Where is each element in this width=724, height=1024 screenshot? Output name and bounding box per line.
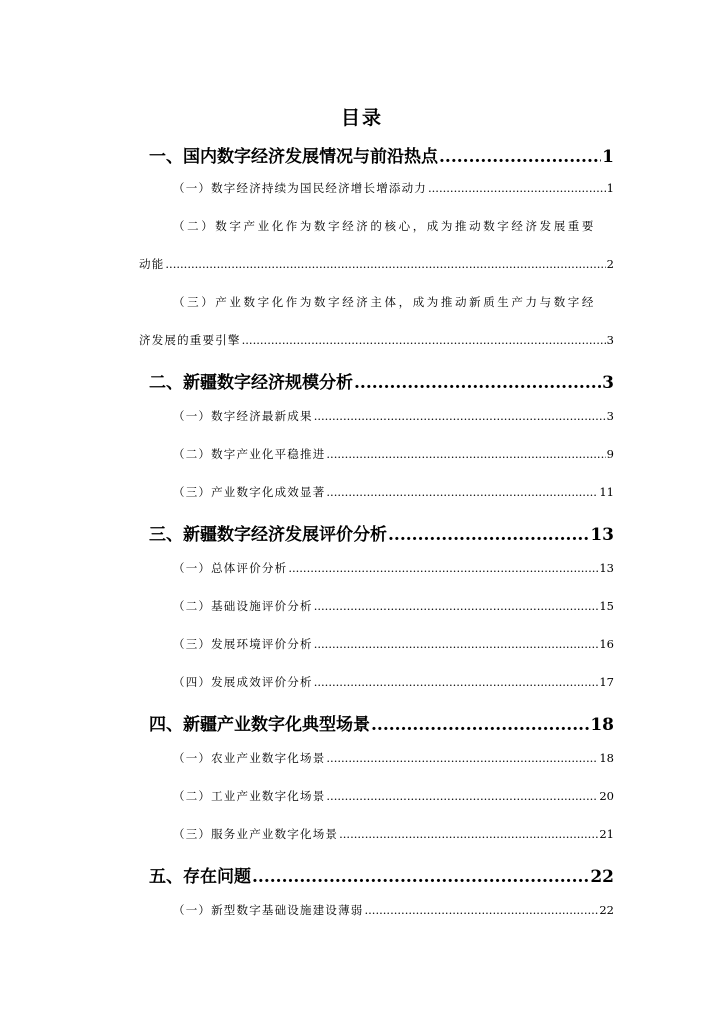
dot-leader [326,751,598,765]
toc-entry-label: （二）数字产业化平稳推进 [173,447,326,461]
toc-entry-1-3[interactable] [173,294,614,310]
toc-heading-2[interactable] [149,368,614,393]
toc-heading-label: 四、新疆产业数字化典型场景 [149,715,370,735]
toc-heading-label: 三、新疆数字经济发展评价分析 [149,525,387,545]
page-title: 目录 [340,107,383,129]
toc-page-number: 2 [606,257,614,271]
toc-page-number: 17 [599,675,614,689]
dot-leader [365,903,599,917]
toc-page-number: 3 [602,373,614,393]
toc-entry-label: （一）农业产业数字化场景 [173,751,326,765]
dot-leader [388,525,589,545]
toc-entry-label-cont: 动能 [139,257,165,271]
dot-leader [428,181,606,195]
toc-entry-4-1[interactable] [173,750,614,766]
toc-entry-label: （二）工业产业数字化场景 [173,789,326,803]
dot-leader [326,485,598,499]
toc-entry-2-3[interactable] [173,484,614,500]
dot-leader [326,447,605,461]
dot-leader [288,561,598,575]
toc-entry-2-2[interactable] [173,446,614,462]
toc-entry-label: （三）发展环境评价分析 [173,637,313,651]
toc-heading-5[interactable] [149,862,614,887]
toc-entry-3-1[interactable] [173,560,614,576]
dot-leader [439,147,601,167]
toc-heading-label: 一、国内数字经济发展情况与前沿热点 [149,147,438,167]
dot-leader [371,715,589,735]
toc-heading-4[interactable] [149,710,614,735]
toc-entry-1-2[interactable] [173,218,614,234]
toc-page-number: 16 [599,637,614,651]
toc-entry-3-4[interactable] [173,674,614,690]
toc-page-number: 9 [606,447,614,461]
dot-leader [354,373,601,393]
toc-entry-label: （二）数字产业化作为数字经济的核心，成为推动数字经济发展重要 [173,219,596,233]
toc-page-number: 1 [606,181,614,195]
toc-page-number: 21 [599,827,614,841]
toc-entry-label-cont: 济发展的重要引擎 [139,333,241,347]
toc-page-number: 11 [599,485,614,499]
toc-page-number: 13 [590,525,614,545]
toc-page-number: 18 [599,751,614,765]
toc-page-number: 22 [599,903,614,917]
dot-leader [339,827,598,841]
toc-entry-3-2[interactable] [173,598,614,614]
toc-page-number: 18 [590,715,614,735]
toc-entry-3-3[interactable] [173,636,614,652]
toc-entry-label: （三）产业数字化作为数字经济主体，成为推动新质生产力与数字经 [173,295,596,309]
toc-heading-label: 五、存在问题 [149,867,251,887]
dot-leader [314,637,599,651]
toc-entry-label: （二）基础设施评价分析 [173,599,313,613]
dot-leader [314,409,606,423]
toc-page-number: 3 [606,409,614,423]
toc-entry-4-3[interactable] [173,826,614,842]
dot-leader [252,867,589,887]
dot-leader [314,599,599,613]
toc-entry-2-1[interactable] [173,408,614,424]
toc-entry-label: （三）服务业产业数字化场景 [173,827,339,841]
toc-entry-label: （一）总体评价分析 [173,561,288,575]
dot-leader [314,675,599,689]
dot-leader [326,789,598,803]
toc-page-number: 1 [602,147,614,167]
toc-entry-5-1[interactable] [173,902,614,918]
dot-leader [242,333,606,347]
toc-entry-label: （一）数字经济持续为国民经济增长增添动力 [173,181,427,195]
toc-entry-label: （三）产业数字化成效显著 [173,485,326,499]
toc-entry-1-1[interactable] [173,180,614,196]
toc-page-number: 3 [606,333,614,347]
toc-page-number: 20 [599,789,614,803]
toc-entry-1-2-cont[interactable] [139,256,614,272]
toc-page-number: 15 [599,599,614,613]
toc-entry-label: （四）发展成效评价分析 [173,675,313,689]
toc-entry-4-2[interactable] [173,788,614,804]
toc-heading-1[interactable] [149,142,614,167]
toc-heading-label: 二、新疆数字经济规模分析 [149,373,353,393]
dot-leader [165,257,605,271]
toc-page-number: 13 [599,561,614,575]
toc-entry-label: （一）新型数字基础设施建设薄弱 [173,903,364,917]
toc-page-number: 22 [590,867,614,887]
toc-entry-label: （一）数字经济最新成果 [173,409,313,423]
toc-heading-3[interactable] [149,520,614,545]
toc-entry-1-3-cont[interactable] [139,332,614,348]
